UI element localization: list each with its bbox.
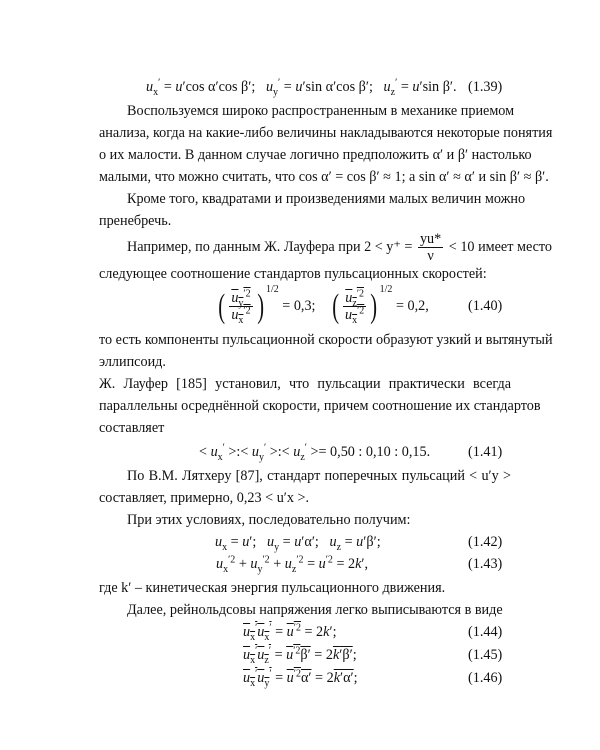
paren: ( bbox=[218, 287, 226, 325]
paragraph-line: следующее соотношение стандартов пульсационных скоростей: bbox=[99, 266, 487, 282]
equation-number: (1.43) bbox=[468, 556, 503, 572]
paragraph-line: Кроме того, квадратами и произведениями малых величин можно bbox=[127, 191, 526, 207]
equation-number: (1.45) bbox=[468, 647, 503, 663]
paragraph-line: параллельны осреднённой скорости, причем соотношение их стандартов bbox=[99, 398, 541, 414]
equation-number: (1.44) bbox=[468, 624, 503, 640]
fraction: $\frac{u_y^{'2}}{u_x^{'2}}$ bbox=[231, 288, 251, 327]
paren: ) bbox=[256, 287, 264, 325]
fraction: $\frac{u_z^{'2}}{u_x^{'2}}$ bbox=[345, 288, 365, 327]
equation-1-45: $u_x'u_z' = u^{'2}\beta' = 2k'\beta'$; bbox=[243, 645, 357, 666]
equation-1-43: $u_x^{'2} + u_y^{'2} + u_z^{'2} = u^{'2} = 2k'$, bbox=[216, 554, 369, 575]
equation-number: (1.40) bbox=[468, 298, 503, 314]
exponent: 1/2 bbox=[265, 284, 279, 296]
value: = 0,3; bbox=[282, 298, 316, 314]
equation-1-44: $u_x'u_x' = u^{'2} = 2k'$; bbox=[243, 622, 337, 643]
value: = 0,2, bbox=[395, 298, 429, 314]
fraction-denominator: ν bbox=[427, 248, 434, 265]
equation-number: (1.39) bbox=[468, 79, 503, 95]
paragraph-line: где k′ – кинетическая энергия пульсационного движения. bbox=[99, 580, 446, 596]
equation-1-40: ( $\frac{u_y^{'2}}{u_x^{'2}}$ ) $^{1/2}$ = 0,3; ( $\frac{u_z^{'2}}{u_x^{'2}}$ ) $^{1/2}$ = 0,2, bbox=[218, 284, 429, 327]
paragraph-line: о их малости. В данном случае логично предположить α′ и β′ настолько bbox=[99, 147, 532, 163]
paragraph-line: По В.М. Лятхеру [87], стандарт поперечных пульсаций < u′y > bbox=[127, 468, 511, 484]
text-fragment: Например, по данным Ж. Лауфера при 2 < y⁺ = bbox=[127, 239, 413, 255]
paragraph-line: составляет bbox=[99, 420, 165, 436]
equation-1-46: $u_x'u_y' = u^{'2}\alpha' = 2k'\alpha'$; bbox=[243, 668, 358, 689]
equation-1-39: $u_x' = u'\cos$ α′cos β′; $u_y' = u'\sin$ α′cos β′; $u_z' = u'\sin$ β′. bbox=[146, 77, 457, 98]
paragraph-line: составляет, примерно, 0,23 < u′x >. bbox=[99, 490, 310, 506]
paragraph-line: Далее, рейнольдсовы напряжения легко выписываются в виде bbox=[127, 602, 503, 618]
paren: ( bbox=[331, 287, 339, 325]
paren: ) bbox=[370, 287, 378, 325]
equation-number: (1.41) bbox=[468, 444, 503, 460]
equation-1-41: < $u_x'$ >:< $u_y'$ >:< $u_z' >= 0,50$ : 0,10 : 0,15. bbox=[199, 442, 431, 463]
paragraph-line: Ж. Лауфер [185] установил, что пульсации практически всегда bbox=[99, 376, 511, 392]
paragraph-line: При этих условиях, последовательно получим: bbox=[127, 512, 411, 528]
equation-number: (1.42) bbox=[468, 534, 503, 550]
paragraph-line: то есть компоненты пульсационной скорости образуют узкий и вытянутый bbox=[99, 332, 553, 348]
paragraph-line: анализа, когда на какие-либо величины накладываются некоторые понятия bbox=[99, 125, 553, 141]
paragraph-line: пренебречь. bbox=[99, 213, 172, 229]
equation-1-42: $u_x = u'$; $u_y = u'\alpha'$; $u_z = u'\beta'$; bbox=[215, 534, 381, 553]
equation-number: (1.46) bbox=[468, 670, 503, 686]
paragraph-line: Воспользуемся широко распространенным в механике приемом bbox=[127, 103, 515, 119]
paragraph-line: малыми, что можно считать, что cos α′ = cos β′ ≈ 1; а sin α′ ≈ α′ и sin β′ ≈ β′. bbox=[99, 169, 549, 185]
text-fragment: < 10 имеет место bbox=[448, 239, 553, 255]
paragraph-line: эллипсоид. bbox=[99, 354, 166, 370]
fraction-numerator: yu* bbox=[419, 231, 442, 248]
